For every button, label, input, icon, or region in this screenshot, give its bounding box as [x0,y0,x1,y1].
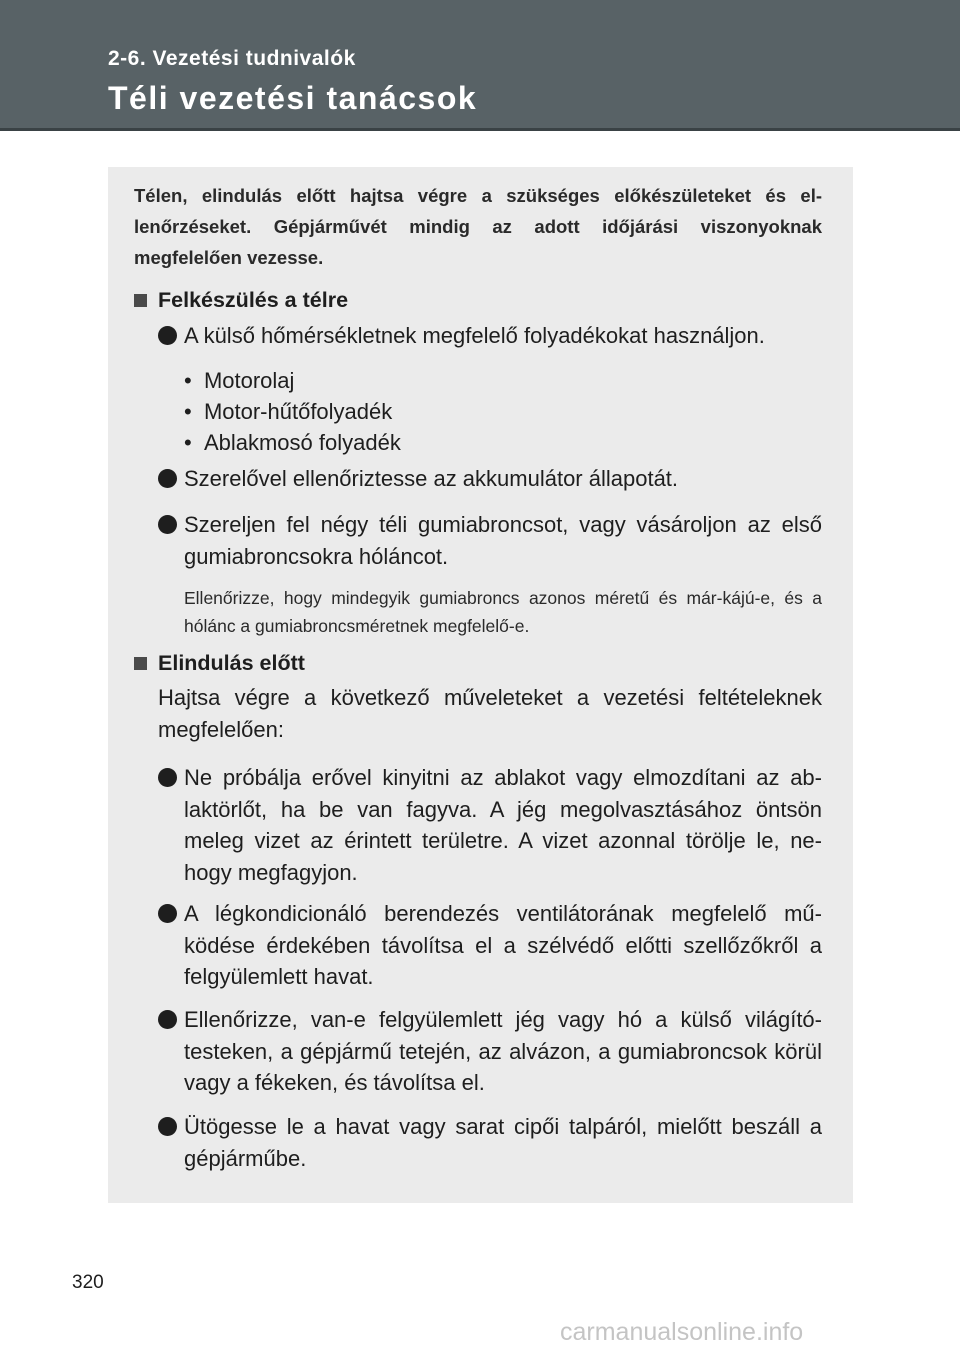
intro-paragraph: Télen, elindulás előtt hajtsa végre a szükséges előkészületeket és el-lenőrzéseket. Gépjárművét mindig az adott időjárási viszonyoknak megfelelően vezesse. [134,185,822,268]
before-start-text: Hajtsa végre a következő műveleteket a vezetési feltételeknek megfelelően: [158,685,822,742]
fluid-label: Motor-hűtőfolyadék [203,399,393,424]
section-label: 2-6. Vezetési tudnivalók [108,47,356,70]
section-heading-prep: Felkészülés a télre [158,288,349,312]
fluid-label: Ablakmosó folyadék [203,430,401,455]
bullet-dot-icon [158,469,177,488]
prep-item: Szerelővel ellenőriztesse az akkumulátor állapotát. [184,466,679,491]
header-divider [0,128,960,131]
fluid-list-item: • Motor-hűtőfolyadék [184,399,393,424]
bullet-dot-icon [158,1010,177,1029]
before-start-item: Ütögesse le a havat vagy sarat cipői talpáról, mielőtt beszáll a gépjárműbe. [184,1114,822,1171]
before-start-item: A légkondicionáló berendezés ventilátorának megfelelő mű-ködése érdekében távolítsa el a szélvédő előtti szellőzőkről a felgyülemlett havat. [184,901,822,989]
fluid-list-item: • Motorolaj [184,368,295,393]
fluid-list-item: • Ablakmosó folyadék [184,430,401,455]
before-start-item: Ellenőrizze, van-e felgyülemlett jég vagy hó a külső világító-testeken, a gépjármű tetején, az alvázon, a gumiabroncsok körül vagy a fékeken, és távolítsa el. [184,1007,822,1095]
prep-item: Szereljen fel négy téli gumiabroncsot, vagy vásároljon az első gumiabroncsokra hóláncot. [184,512,822,569]
bullet-dot-icon [158,768,177,787]
before-start-item: Ne próbálja erővel kinyitni az ablakot vagy elmozdítani az ab-laktörlőt, ha be van fagyva. A jég megolvasztásához öntsön meleg vizet az érintett területre. A vizet azonnal törölje le, ne-hogy megfagyjon. [184,765,822,885]
watermark: carmanualsonline.info [560,1318,804,1346]
section-heading-before-start: Elindulás előtt [158,651,305,675]
square-bullet-icon [134,294,147,307]
tire-note: Ellenőrizze, hogy mindegyik gumiabroncs azonos méretű és már-kájú-e, és a hólánc a gumiabroncsméretnek megfelelő-e. [184,588,822,636]
bullet-dot-icon [158,1117,177,1136]
chapter-header [0,0,960,128]
fluid-label: Motorolaj [203,368,295,393]
page-title: Téli vezetési tanácsok [108,80,478,116]
square-bullet-icon [134,657,147,670]
bullet-dot-icon [158,904,177,923]
prep-item: A külső hőmérsékletnek megfelelő folyadékokat használjon. [184,323,765,348]
bullet-dot-icon [158,515,177,534]
bullet-dot-icon [158,326,177,345]
page-number: 320 [72,1272,104,1293]
